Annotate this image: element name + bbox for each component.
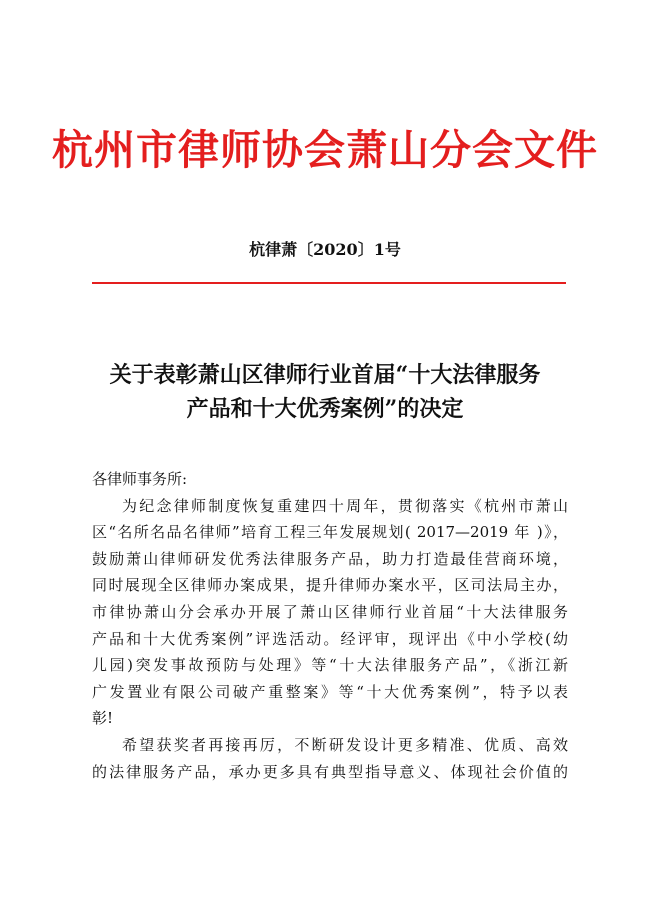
document-title bbox=[0, 358, 650, 426]
title-line: 产品和十大优秀案例”的决定 bbox=[186, 396, 464, 422]
document-number: 杭律萧〔2020〕1号 bbox=[249, 240, 401, 259]
body-line: 彰! bbox=[92, 709, 114, 728]
document-body bbox=[92, 466, 568, 785]
body-line: 儿园)突发事故预防与处理》等“十大法律服务产品”，《浙江新 bbox=[92, 656, 568, 675]
body-line: 希望获奖者再接再厉，不断研发设计更多精准、优质、高效 bbox=[122, 735, 568, 754]
salutation: 各律师事务所: bbox=[92, 470, 188, 488]
masthead-title: 杭州市律师协会萧山分会文件 bbox=[52, 126, 598, 174]
body-line: 产品和十大优秀案例”评选活动。经评审，现评出《中小学校(幼 bbox=[92, 629, 568, 648]
body-line: 鼓励萧山律师研发优秀法律服务产品，助力打造最佳营商环境， bbox=[92, 549, 568, 568]
body-line: 的法律服务产品，承办更多具有典型指导意义、体现社会价值的 bbox=[92, 762, 568, 781]
body-line: 市律协萧山分会承办开展了萧山区律师行业首届“十大法律服务 bbox=[92, 602, 568, 621]
red-separator-rule bbox=[92, 282, 566, 284]
body-line: 同时展现全区律师办案成果，提升律师办案水平，区司法局主办， bbox=[92, 576, 568, 595]
body-line: 为纪念律师制度恢复重建四十周年，贯彻落实《杭州市萧山 bbox=[122, 496, 568, 515]
title-line: 关于表彰萧山区律师行业首届“十大法律服务 bbox=[109, 362, 541, 388]
body-line: 广发置业有限公司破产重整案》等“十大优秀案例”，特予以表 bbox=[92, 682, 568, 701]
body-line: 区“名所名品名律师”培育工程三年发展规划( 2017—2019 年 )》， bbox=[92, 523, 568, 542]
